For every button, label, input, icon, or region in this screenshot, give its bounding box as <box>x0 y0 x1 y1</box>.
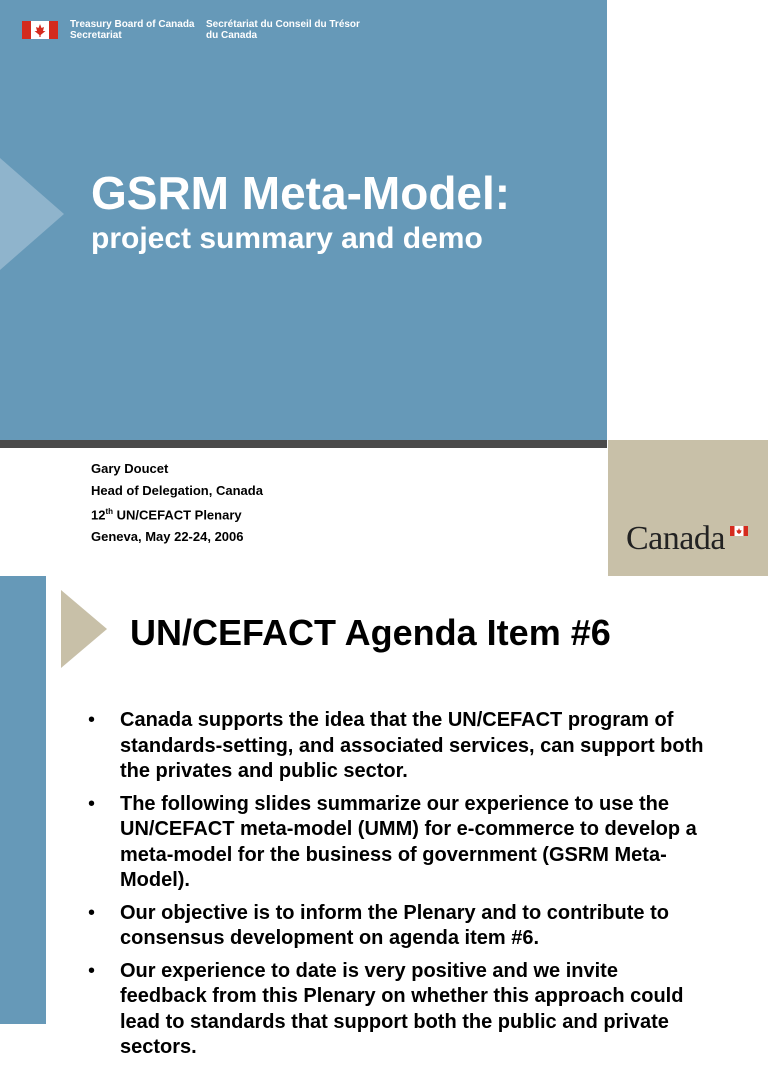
title-background-panel <box>0 0 607 440</box>
bullet-list <box>88 708 708 1068</box>
bullet-icon: • <box>88 901 96 924</box>
department-name-french <box>206 19 360 41</box>
event-name: UN/CEFACT Plenary <box>113 507 242 523</box>
slide-subtitle: project summary and demo <box>91 222 483 255</box>
canada-wordmark: Canada <box>626 520 725 557</box>
bullet-text: Our objective is to inform the Plenary and to contribute to consensus development on agenda item #6. <box>120 901 669 949</box>
canada-flag-icon <box>22 21 58 39</box>
bullet-text: The following slides summarize our experience to use the UN/CEFACT meta-model (UMM) for e-commerce to develop a meta-model for the business of government (GSRM Meta-Model). <box>120 792 697 891</box>
chevron-arrow-icon <box>61 590 107 668</box>
event-title <box>91 501 263 526</box>
bullet-icon: • <box>88 709 96 731</box>
slide-title: GSRM Meta-Model: <box>91 167 511 219</box>
divider-rule <box>0 440 607 448</box>
bullet-item <box>88 959 708 1061</box>
agenda-slide <box>0 576 768 1058</box>
department-line: Secrétariat du Conseil du Trésor <box>206 19 360 30</box>
bullet-text: Our experience to date is very positive and we invite feedback from this Plenary on whether this approach could lead to standards that support both the public and private sectors. <box>120 959 684 1058</box>
event-location-date: Geneva, May 22-24, 2006 <box>91 528 244 544</box>
agenda-title: UN/CEFACT Agenda Item #6 <box>130 612 611 653</box>
chevron-arrow-icon <box>0 158 64 270</box>
bullet-text: Canada supports the idea that the UN/CEFACT program of standards-setting, and associated services, can support both the privates and public sector. <box>120 709 704 782</box>
event-number: 12 <box>91 507 106 523</box>
department-line: Secretariat <box>70 30 122 41</box>
event-ordinal-suffix: th <box>105 507 114 516</box>
bullet-item <box>88 792 708 894</box>
presenter-role: Head of Delegation, Canada <box>91 482 263 498</box>
wordmark-flag-icon <box>730 526 748 536</box>
bullet-item <box>88 901 708 952</box>
bullet-icon: • <box>88 792 96 815</box>
bullet-item <box>88 708 708 785</box>
presenter-name: Gary Doucet <box>91 461 169 476</box>
department-name-english <box>70 19 194 41</box>
side-accent-bar <box>0 576 46 1024</box>
presenter-info <box>91 458 263 547</box>
bullet-icon: • <box>88 959 96 982</box>
department-line: Treasury Board of Canada <box>70 19 195 30</box>
department-line: du Canada <box>206 30 258 41</box>
